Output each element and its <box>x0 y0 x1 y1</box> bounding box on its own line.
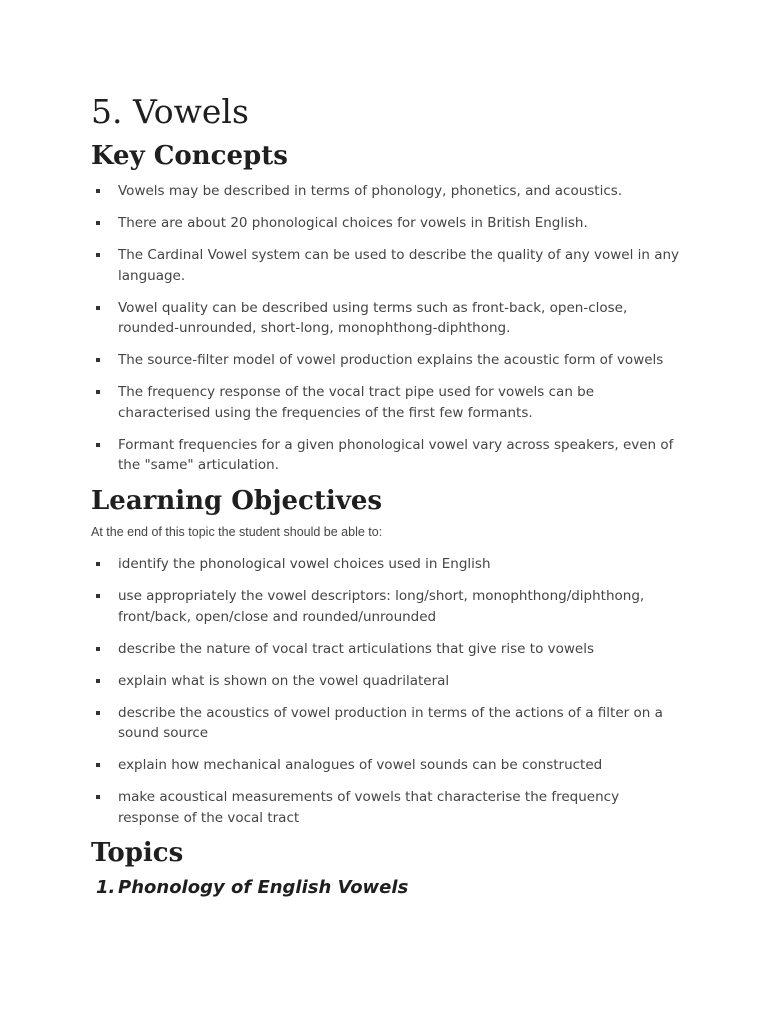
bullet-icon <box>96 795 100 799</box>
list-item: describe the acoustics of vowel production in terms of the actions of a filter on a sound source <box>91 703 681 744</box>
list-item: The source-filter model of vowel production explains the acoustic form of vowels <box>91 350 681 371</box>
list-item: Formant frequencies for a given phonological vowel vary across speakers, even of the "same" articulation. <box>91 435 681 476</box>
list-item: identify the phonological vowel choices used in English <box>91 554 681 575</box>
list-item: make acoustical measurements of vowels that characterise the frequency response of the vocal tract <box>91 787 681 828</box>
topic-title: Phonology of English Vowels <box>118 877 409 898</box>
bullet-icon <box>96 763 100 767</box>
list-item: explain what is shown on the vowel quadrilateral <box>91 671 681 692</box>
list-item: The frequency response of the vocal tract pipe used for vowels can be characterised using the frequencies of the first few formants. <box>91 382 681 423</box>
learning-objectives-intro: At the end of this topic the student should be able to: <box>91 525 383 539</box>
bullet-icon <box>96 253 100 257</box>
topic-item <box>96 877 408 899</box>
list-item: explain how mechanical analogues of vowel sounds can be constructed <box>91 755 681 776</box>
list-item: There are about 20 phonological choices for vowels in British English. <box>91 213 681 234</box>
bullet-icon <box>96 221 100 225</box>
learning-objectives-list <box>91 554 681 828</box>
list-item: The Cardinal Vowel system can be used to describe the quality of any vowel in any language. <box>91 245 681 286</box>
list-item: describe the nature of vocal tract articulations that give rise to vowels <box>91 639 681 660</box>
bullet-icon <box>96 443 100 447</box>
list-item: use appropriately the vowel descriptors: long/short, monophthong/diphthong, front/back, open/close and rounded/unrounded <box>91 586 681 627</box>
learning-objectives-heading: Learning Objectives <box>91 486 383 516</box>
bullet-icon <box>96 390 100 394</box>
list-item: Vowels may be described in terms of phonology, phonetics, and acoustics. <box>91 181 681 202</box>
bullet-icon <box>96 679 100 683</box>
bullet-icon <box>96 189 100 193</box>
bullet-icon <box>96 306 100 310</box>
key-concepts-heading: Key Concepts <box>91 141 288 171</box>
bullet-icon <box>96 711 100 715</box>
bullet-icon <box>96 647 100 651</box>
topic-number: 1. <box>96 877 116 898</box>
bullet-icon <box>96 594 100 598</box>
bullet-icon <box>96 562 100 566</box>
list-item: Vowel quality can be described using terms such as front-back, open-close, rounded-unrounded, short-long, monophthong-diphthong. <box>91 298 681 339</box>
key-concepts-list <box>91 181 681 476</box>
bullet-icon <box>96 358 100 362</box>
chapter-title: 5. Vowels <box>91 92 249 131</box>
topics-heading: Topics <box>91 838 184 868</box>
